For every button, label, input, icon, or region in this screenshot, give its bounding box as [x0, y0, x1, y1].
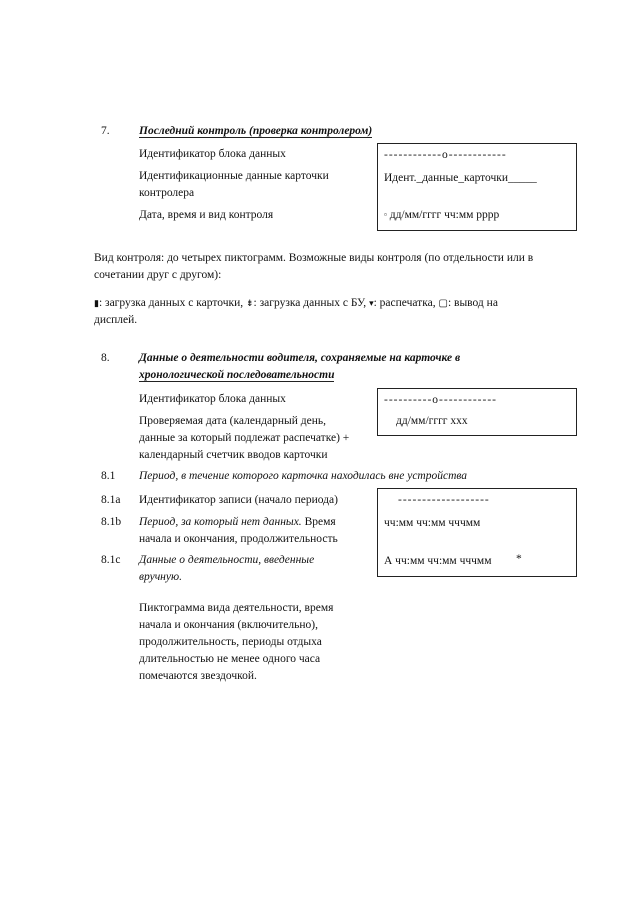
- control-type-icon: ▫: [384, 210, 387, 219]
- s7-row-block-id: Идентификатор блока данных: [139, 148, 286, 160]
- icon-legend-line: [94, 297, 498, 309]
- s7-printout-box: [377, 143, 577, 231]
- legend-display-text: : вывод на: [447, 297, 498, 309]
- s8-1-box-period: чч:мм чч:мм чччмм: [384, 517, 481, 529]
- item-8-1b-text-2: начала и окончания, продолжительность: [139, 533, 338, 545]
- item-8-1a-text: Идентификатор записи (начало периода): [139, 494, 338, 506]
- legend-print-text: : распечатка,: [373, 297, 439, 309]
- s7-box-datetime: дд/мм/гггг чч:мм pppp: [389, 209, 500, 221]
- printer-icon: ▾: [369, 298, 374, 308]
- para-pictogram-2: начала и окончания (включительно),: [139, 619, 318, 631]
- section-8-1-title: Период, в течение которого карточка находилась вне устройства: [139, 470, 468, 482]
- section-8-number: 8.: [101, 352, 110, 364]
- s8-row-date-2: данные за который подлежат распечатке) +: [139, 432, 350, 444]
- para-pictogram-4: длительностью не менее одного часа: [139, 653, 321, 665]
- s8-row-block-id: Идентификатор блока данных: [139, 393, 286, 405]
- s8-box-separator: ----------ο------------: [384, 394, 498, 406]
- s8-1-box-activity: А чч:мм чч:мм чччмм: [384, 555, 492, 567]
- item-8-1b-text-1: [139, 516, 336, 528]
- item-8-1b-italic: Период, за который нет данных.: [139, 516, 302, 528]
- item-8-1b-number: 8.1b: [101, 516, 122, 528]
- s8-box-date: дд/мм/гггг xxx: [396, 415, 468, 427]
- item-8-1b-normal: Время: [301, 516, 336, 528]
- item-8-1c-number: 8.1c: [101, 554, 121, 566]
- s7-row-date: Дата, время и вид контроля: [139, 209, 274, 221]
- card-download-icon: ▮: [94, 298, 99, 308]
- item-8-1a-number: 8.1a: [101, 494, 121, 506]
- icon-legend-line-2: дисплей.: [94, 314, 138, 326]
- para-pictogram-3: продолжительность, периоды отдыха: [139, 636, 322, 648]
- section-7-number: 7.: [101, 125, 110, 137]
- para-control-types-1: Вид контроля: до четырех пиктограмм. Возможные виды контроля (по отдельности или в: [94, 252, 534, 264]
- item-8-1c-text-1: Данные о деятельности, введенные: [139, 554, 315, 566]
- s7-row-card-id-cont: контролера: [139, 187, 195, 199]
- s7-box-card-id: Идент._данные_карточки_____: [384, 172, 537, 184]
- s7-box-separator: ------------ο------------: [384, 149, 507, 161]
- para-pictogram-1: Пиктограмма вида деятельности, время: [139, 602, 334, 614]
- legend-vu-text: : загрузка данных с БУ,: [253, 297, 370, 309]
- para-control-types-2: сочетании друг с другом):: [94, 269, 222, 281]
- display-icon: ▢: [438, 298, 448, 309]
- s8-printout-box: [377, 388, 577, 436]
- s7-row-card-id: Идентификационные данные карточки: [139, 170, 329, 182]
- s8-1-box-star: *: [516, 553, 522, 565]
- section-8-1-number: 8.1: [101, 470, 116, 482]
- s8-1-box-separator: -------------------: [398, 494, 490, 506]
- vu-download-icon: ⇟: [245, 298, 254, 308]
- s8-row-date-1: Проверяемая дата (календарный день,: [139, 415, 326, 427]
- para-pictogram-5: помечаются звездочкой.: [139, 670, 257, 682]
- section-8-title-2: хронологической последовательности: [139, 369, 335, 381]
- s8-row-date-3: календарный счетчик вводов карточки: [139, 449, 328, 461]
- s8-1-printout-box: [377, 488, 577, 577]
- legend-card-text: : загрузка данных с карточки,: [98, 297, 246, 309]
- section-7-title: Последний контроль (проверка контролером): [139, 125, 373, 137]
- item-8-1c-text-2: вручную.: [139, 571, 182, 583]
- section-8-title-1: Данные о деятельности водителя, сохраняемые на карточке в: [139, 352, 461, 364]
